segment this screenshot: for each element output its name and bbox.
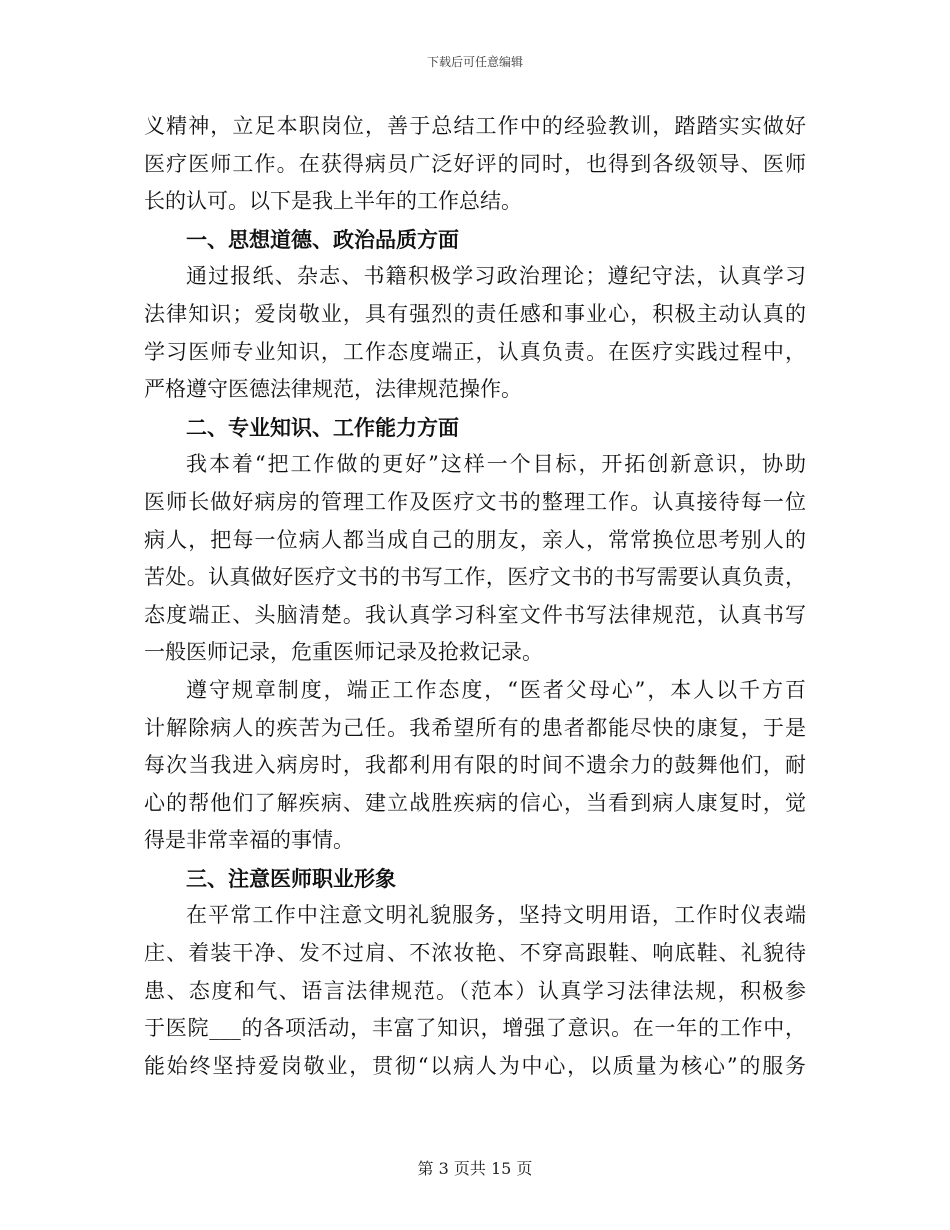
- body-line: 医疗医师工作。在获得病员广泛好评的同时，也得到各级领导、医师: [144, 151, 806, 176]
- body-line: 一般医师记录，危重医师记录及抢救记录。: [144, 640, 543, 665]
- body-line: 于医院___的各项活动，丰富了知识，增强了意识。在一年的工作中，: [144, 1016, 806, 1041]
- body-line: 我本着“把工作做的更好”这样一个目标，开拓创新意识，协助: [186, 452, 806, 477]
- body-line: 医师长做好病房的管理工作及医疗文书的整理工作。认真接待每一位: [144, 489, 806, 514]
- body-line: 态度端正、头脑清楚。我认真学习科室文件书写法律规范，认真书写: [144, 602, 806, 627]
- body-line: 患、态度和气、语言法律规范。（范本）认真学习法律法规，积极参: [144, 978, 806, 1003]
- body-line: 得是非常幸福的事情。: [144, 828, 354, 853]
- section-heading: 三、注意医师职业形象: [186, 865, 396, 891]
- body-line: 在平常工作中注意文明礼貌服务，坚持文明用语，工作时仪表端: [186, 903, 806, 928]
- body-line: 法律知识；爱岗敬业，具有强烈的责任感和事业心，积极主动认真的: [144, 301, 806, 326]
- body-line: 长的认可。以下是我上半年的工作总结。: [144, 189, 522, 214]
- body-line: 庄、着装干净、发不过肩、不浓妆艳、不穿高跟鞋、响底鞋、礼貌待: [144, 941, 806, 966]
- body-line: 计解除病人的疾苦为己任。我希望所有的患者都能尽快的康复，于是: [144, 715, 806, 740]
- body-line: 苦处。认真做好医疗文书的书写工作，医疗文书的书写需要认真负责，: [144, 565, 806, 590]
- section-heading: 一、思想道德、政治品质方面: [186, 226, 459, 252]
- body-line: 严格遵守医德法律规范，法律规范操作。: [144, 377, 522, 402]
- document-body: [144, 108, 806, 1085]
- body-line: 每次当我进入病房时，我都利用有限的时间不遗余力的鼓舞他们，耐: [144, 753, 806, 778]
- body-line: 遵守规章制度，端正工作态度，“医者父母心”，本人以千方百: [186, 677, 806, 702]
- body-line: 病人，把每一位病人都当成自己的朋友，亲人，常常换位思考别人的: [144, 527, 806, 552]
- page-footer: 第 3 页共 15 页: [417, 1159, 533, 1178]
- page-header: 下载后可任意编辑: [426, 55, 523, 69]
- body-line: 义精神，立足本职岗位，善于总结工作中的经验教训，踏踏实实做好: [144, 114, 806, 138]
- body-line: 学习医师专业知识，工作态度端正，认真负责。在医疗实践过程中，: [144, 339, 806, 364]
- body-line: 能始终坚持爱岗敬业，贯彻“以病人为中心，以质量为核心”的服务: [144, 1053, 806, 1078]
- body-line: 心的帮他们了解疾病、建立战胜疾病的信心，当看到病人康复时，觉: [144, 790, 806, 815]
- section-heading: 二、专业知识、工作能力方面: [186, 414, 459, 440]
- body-line: 通过报纸、杂志、书籍积极学习政治理论；遵纪守法，认真学习: [186, 264, 806, 289]
